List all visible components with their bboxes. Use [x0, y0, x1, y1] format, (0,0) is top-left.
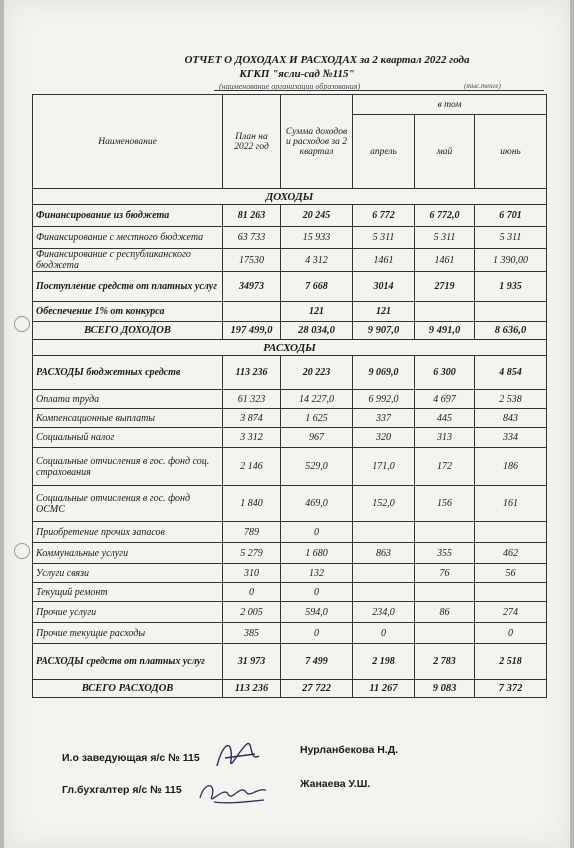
cell-name: ВСЕГО РАСХОДОВ	[33, 680, 223, 698]
cell-sum: 14 227,0	[281, 390, 353, 409]
cell-plan: 3 312	[223, 428, 281, 448]
cell-m3: 2 538	[475, 390, 547, 409]
cell-name: Прочие услуги	[33, 602, 223, 623]
organization-name: КГКП "ясли-сад №115"	[239, 68, 355, 80]
cell-sum: 20 223	[281, 356, 353, 390]
head-signature	[209, 732, 269, 778]
cell-m3: 1 935	[475, 272, 547, 302]
cell-m1	[353, 522, 415, 543]
cell-sum: 27 722	[281, 680, 353, 698]
cell-name: Оплата труда	[33, 390, 223, 409]
section-expense	[33, 340, 547, 356]
cell-m3: 2 518	[475, 644, 547, 680]
cell-m3: 56	[475, 564, 547, 583]
cell-sum: 1 680	[281, 543, 353, 564]
cell-sum: 20 245	[281, 205, 353, 227]
col-header-may: май	[415, 115, 475, 189]
cell-m3	[475, 583, 547, 602]
table-row	[33, 205, 547, 227]
cell-sum: 967	[281, 428, 353, 448]
cell-m2: 313	[415, 428, 475, 448]
cell-sum: 469,0	[281, 486, 353, 522]
unit-caption: (тыс.тенге)	[464, 82, 501, 90]
head-name: Нурланбекова Н.Д.	[300, 744, 399, 756]
cell-m1: 121	[353, 302, 415, 322]
total-row	[33, 680, 547, 698]
cell-m3: 0	[475, 623, 547, 644]
table-row	[33, 448, 547, 486]
cell-m2: 6 772,0	[415, 205, 475, 227]
cell-m2	[415, 623, 475, 644]
cell-name: Компенсационные выплаты	[33, 409, 223, 428]
cell-m1: 152,0	[353, 486, 415, 522]
cell-m3: 462	[475, 543, 547, 564]
cell-sum: 28 034,0	[281, 322, 353, 340]
cell-name: Социальные отчисления в гос. фонд ОСМС	[33, 486, 223, 522]
cell-plan: 61 323	[223, 390, 281, 409]
cell-plan: 3 874	[223, 409, 281, 428]
cell-plan: 0	[223, 583, 281, 602]
cell-m1	[353, 564, 415, 583]
cell-sum: 1 625	[281, 409, 353, 428]
cell-m3: 7 372	[475, 680, 547, 698]
cell-m3: 4 854	[475, 356, 547, 390]
cell-plan: 2 005	[223, 602, 281, 623]
cell-m2: 1461	[415, 249, 475, 272]
cell-plan: 2 146	[223, 448, 281, 486]
report-title: ОТЧЕТ О ДОХОДАХ И РАСХОДАХ за 2 квартал 2022 года	[184, 54, 470, 66]
cell-name: Финансирование из бюджета	[33, 205, 223, 227]
cell-m2: 9 491,0	[415, 322, 475, 340]
cell-m1: 337	[353, 409, 415, 428]
cell-m2: 5 311	[415, 227, 475, 249]
cell-m2: 6 300	[415, 356, 475, 390]
cell-sum: 132	[281, 564, 353, 583]
col-header-name: Наименование	[33, 95, 223, 189]
table-row	[33, 302, 547, 322]
cell-m2: 76	[415, 564, 475, 583]
cell-m2: 2719	[415, 272, 475, 302]
table-row	[33, 602, 547, 623]
col-header-incl: в том	[353, 95, 547, 115]
total-row	[33, 322, 547, 340]
col-header-sum: Сумма доходов и расходов за 2 квартал	[281, 95, 353, 189]
cell-sum: 594,0	[281, 602, 353, 623]
cell-name: Приобретение прочих запасов	[33, 522, 223, 543]
cell-m2: 9 083	[415, 680, 475, 698]
finance-table	[32, 94, 547, 698]
binder-hole	[14, 543, 30, 559]
cell-m2: 355	[415, 543, 475, 564]
cell-plan: 34973	[223, 272, 281, 302]
col-header-june: июнь	[475, 115, 547, 189]
cell-m1: 171,0	[353, 448, 415, 486]
cell-m3: 161	[475, 486, 547, 522]
cell-m3: 274	[475, 602, 547, 623]
accountant-name: Жанаева У.Ш.	[300, 778, 371, 790]
cell-m2: 86	[415, 602, 475, 623]
cell-name: Финансирование с местного бюджета	[33, 227, 223, 249]
cell-m1: 863	[353, 543, 415, 564]
cell-plan: 31 973	[223, 644, 281, 680]
cell-m1: 6 772	[353, 205, 415, 227]
table-row	[33, 543, 547, 564]
cell-m3: 186	[475, 448, 547, 486]
table-row	[33, 428, 547, 448]
cell-plan: 63 733	[223, 227, 281, 249]
table-row	[33, 272, 547, 302]
cell-sum: 529,0	[281, 448, 353, 486]
cell-m1: 320	[353, 428, 415, 448]
cell-m1	[353, 583, 415, 602]
cell-m3: 843	[475, 409, 547, 428]
cell-plan: 1 840	[223, 486, 281, 522]
col-header-plan: План на 2022 год	[223, 95, 281, 189]
table-row	[33, 227, 547, 249]
cell-sum: 0	[281, 623, 353, 644]
cell-plan: 310	[223, 564, 281, 583]
binder-hole	[14, 316, 30, 332]
section-expense-label: РАСХОДЫ	[33, 340, 547, 356]
cell-name: Услуги связи	[33, 564, 223, 583]
cell-name: ВСЕГО ДОХОДОВ	[33, 322, 223, 340]
cell-name: Социальные отчисления в гос. фонд соц. страхования	[33, 448, 223, 486]
document-sheet	[4, 0, 570, 848]
cell-m3: 8 636,0	[475, 322, 547, 340]
cell-name: РАСХОДЫ бюджетных средств	[33, 356, 223, 390]
cell-plan: 113 236	[223, 356, 281, 390]
table-row	[33, 390, 547, 409]
cell-sum: 4 312	[281, 249, 353, 272]
org-caption: (наименование организации образования)	[219, 82, 361, 91]
cell-name: Финансирование с республиканского бюджета	[33, 249, 223, 272]
cell-name: Обеспечение 1% от конкурса	[33, 302, 223, 322]
accountant-title: Гл.бухгалтер я/с № 115	[62, 784, 182, 796]
cell-m2: 4 697	[415, 390, 475, 409]
section-income	[33, 189, 547, 205]
cell-plan: 17530	[223, 249, 281, 272]
cell-name: Поступление средств от платных услуг	[33, 272, 223, 302]
cell-m3	[475, 522, 547, 543]
cell-m2: 445	[415, 409, 475, 428]
cell-m1: 0	[353, 623, 415, 644]
cell-m3: 5 311	[475, 227, 547, 249]
cell-plan: 5 279	[223, 543, 281, 564]
cell-m2	[415, 302, 475, 322]
table-row	[33, 409, 547, 428]
cell-sum: 0	[281, 583, 353, 602]
cell-m1: 2 198	[353, 644, 415, 680]
cell-m2	[415, 583, 475, 602]
cell-m1: 6 992,0	[353, 390, 415, 409]
col-header-april: апрель	[353, 115, 415, 189]
accountant-signature	[194, 776, 274, 812]
table-row	[33, 522, 547, 543]
cell-m1: 1461	[353, 249, 415, 272]
cell-name: РАСХОДЫ средств от платных услуг	[33, 644, 223, 680]
cell-name: Социальный налог	[33, 428, 223, 448]
cell-m2: 156	[415, 486, 475, 522]
table-row	[33, 623, 547, 644]
cell-m3: 1 390,00	[475, 249, 547, 272]
cell-sum: 15 933	[281, 227, 353, 249]
cell-m1: 11 267	[353, 680, 415, 698]
cell-m1: 234,0	[353, 602, 415, 623]
table-row	[33, 583, 547, 602]
cell-m1: 9 907,0	[353, 322, 415, 340]
cell-sum: 121	[281, 302, 353, 322]
table-row	[33, 249, 547, 272]
cell-sum: 7 499	[281, 644, 353, 680]
cell-sum: 0	[281, 522, 353, 543]
cell-m3: 334	[475, 428, 547, 448]
table-row	[33, 356, 547, 390]
cell-sum: 7 668	[281, 272, 353, 302]
cell-m3: 6 701	[475, 205, 547, 227]
cell-plan: 197 499,0	[223, 322, 281, 340]
cell-plan: 113 236	[223, 680, 281, 698]
cell-plan	[223, 302, 281, 322]
cell-m1: 5 311	[353, 227, 415, 249]
table-row	[33, 564, 547, 583]
cell-m3	[475, 302, 547, 322]
section-income-label: ДОХОДЫ	[33, 189, 547, 205]
cell-plan: 385	[223, 623, 281, 644]
cell-name: Коммунальные услуги	[33, 543, 223, 564]
table-row	[33, 486, 547, 522]
head-title: И.о заведующая я/с № 115	[62, 752, 200, 764]
cell-m1: 3014	[353, 272, 415, 302]
cell-m2	[415, 522, 475, 543]
table-body	[33, 189, 547, 698]
cell-m1: 9 069,0	[353, 356, 415, 390]
cell-m2: 2 783	[415, 644, 475, 680]
cell-name: Текущий ремонт	[33, 583, 223, 602]
cell-plan: 789	[223, 522, 281, 543]
cell-m2: 172	[415, 448, 475, 486]
cell-name: Прочие текущие расходы	[33, 623, 223, 644]
table-row	[33, 644, 547, 680]
cell-plan: 81 263	[223, 205, 281, 227]
